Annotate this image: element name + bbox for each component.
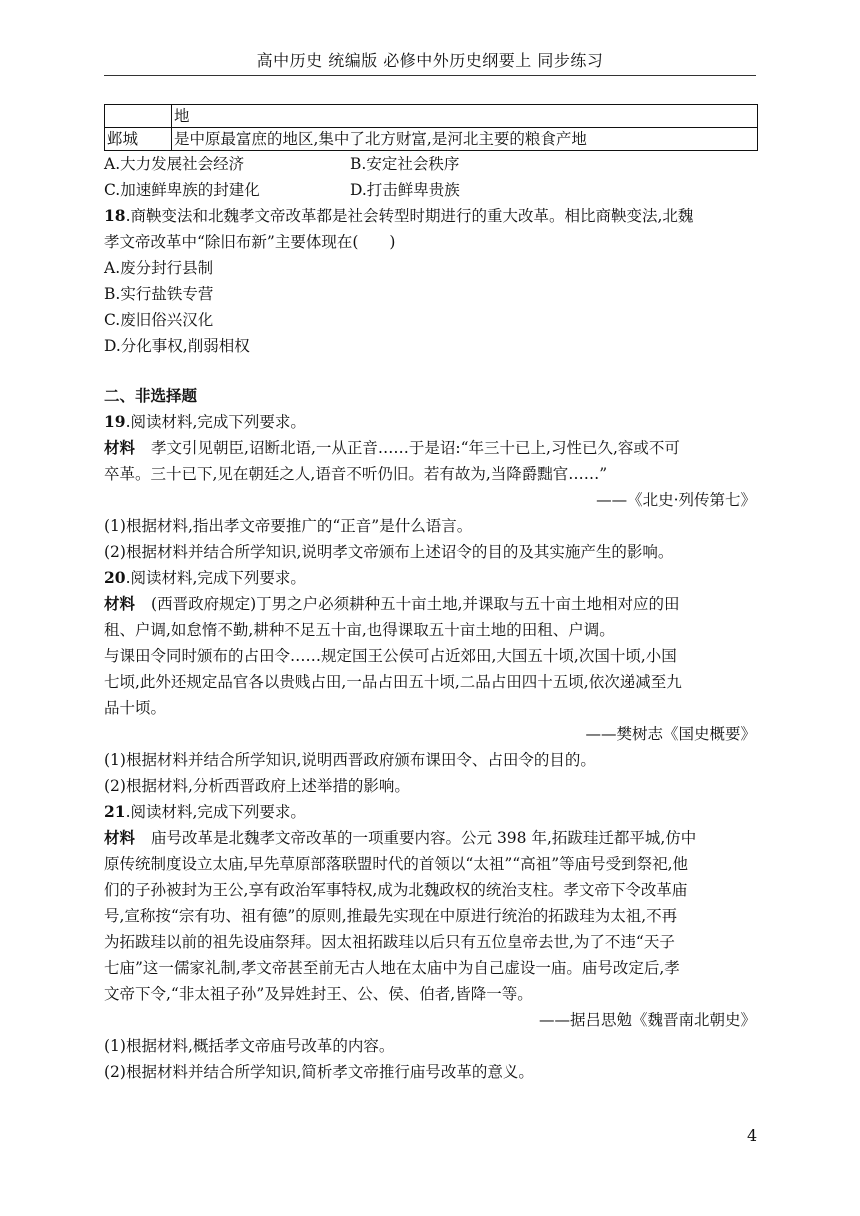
table-cell: 邺城 <box>105 128 172 151</box>
q20-material-line: 与课田令同时颁布的占田令……规定国王公侯可占近郊田,大国五十顷,次国十顷,小国 <box>104 647 677 665</box>
q21-stem-text: .阅读材料,完成下列要求。 <box>125 803 306 821</box>
q17-option-c[interactable]: C.加速鲜卑族的封建化 <box>104 181 260 199</box>
q20-subquestion-1: (1)根据材料并结合所学知识,说明西晋政府颁布课田令、占田令的目的。 <box>104 751 596 769</box>
q21-number: 21 <box>104 802 126 821</box>
q21-material-line: 原传统制度设立太庙,早先草原部落联盟时代的首领以“太祖”“高祖”等庙号受到祭祀,他 <box>104 855 689 873</box>
section-heading: 二、非选择题 <box>104 386 198 405</box>
q17-options-row-2 <box>104 177 756 203</box>
q21-material-line <box>104 825 756 851</box>
q17-option-b[interactable]: B.安定社会秩序 <box>350 155 460 173</box>
q21-material-line: 文帝下令,“非太祖子孙”及异姓封王、公、侯、伯者,皆降一等。 <box>104 985 533 1003</box>
content <box>104 104 756 1085</box>
q19-number: 19 <box>104 412 126 431</box>
q20-source: ——樊树志《国史概要》 <box>585 725 756 743</box>
q17-option-d[interactable]: D.打击鲜卑贵族 <box>350 181 460 199</box>
material-label: 材料 <box>104 828 136 847</box>
q19-stem-text: .阅读材料,完成下列要求。 <box>125 413 306 431</box>
table-cell: 地 <box>172 105 758 128</box>
q19-material-text: 孝文引见朝臣,诏断北语,一从正音……于是诏:“年三十已上,习性已久,容或不可 <box>151 439 680 457</box>
q17-options-row-1 <box>104 151 756 177</box>
q21-material-line: 七庙”这一儒家礼制,孝文帝甚至前无古人地在太庙中为自己虚设一庙。庙号改定后,孝 <box>104 959 680 977</box>
q18-option-b[interactable]: B.实行盐铁专营 <box>104 285 214 303</box>
q20-material-line <box>104 591 756 617</box>
q19-stem <box>104 409 756 435</box>
q21-material-text: 庙号改革是北魏孝文帝改革的一项重要内容。公元 398 年,拓跋珪迁都平城,仿中 <box>151 829 697 847</box>
q18-option-d[interactable]: D.分化事权,削弱相权 <box>104 337 250 355</box>
q21-material-line: 为拓跋珪以前的祖先设庙祭拜。因太祖拓跋珪以后只有五位皇帝去世,为了不违“天子 <box>104 933 675 951</box>
q20-number: 20 <box>104 568 126 587</box>
q18-number: 18 <box>104 206 126 225</box>
q18-option-c[interactable]: C.废旧俗兴汉化 <box>104 311 214 329</box>
q20-material-line: 租、户调,如怠惰不勤,耕种不足五十亩,也得课取五十亩土地的田租、户调。 <box>104 621 615 639</box>
q21-stem <box>104 799 756 825</box>
q20-subquestion-2: (2)根据材料,分析西晋政府上述举措的影响。 <box>104 777 410 795</box>
q18-stem <box>104 203 756 229</box>
material-label: 材料 <box>104 594 136 613</box>
q20-material-line: 七顷,此外还规定品官各以贵贱占田,一品占田五十顷,二品占田四十五顷,依次递减至九 <box>104 673 682 691</box>
q19-source: ——《北史·列传第七》 <box>596 491 756 509</box>
q18-stem-text: .商鞅变法和北魏孝文帝改革都是社会转型时期进行的重大改革。相比商鞅变法,北魏 <box>125 207 694 225</box>
q21-subquestion-2: (2)根据材料并结合所学知识,简析孝文帝推行庙号改革的意义。 <box>104 1063 534 1081</box>
q20-material-text: (西晋政府规定)丁男之户必须耕种五十亩土地,并课取与五十亩土地相对应的田 <box>151 595 680 613</box>
q21-source: ——据吕思勉《魏晋南北朝史》 <box>538 1011 756 1029</box>
table-row <box>105 105 758 128</box>
q21-subquestion-1: (1)根据材料,概括孝文帝庙号改革的内容。 <box>104 1037 395 1055</box>
q19-material-line: 卒革。三十已下,见在朝廷之人,语音不听仍旧。若有故为,当降爵黜官……” <box>104 465 608 483</box>
q18-stem-line2: 孝文帝改革中“除旧布新”主要体现在( ) <box>104 233 396 251</box>
q20-material-line: 品十顷。 <box>104 699 167 717</box>
q19-material-line <box>104 435 756 461</box>
q21-material-line: 号,宣称按“宗有功、祖有德”的原则,推最先实现在中原进行统治的拓跋珪为太祖,不再 <box>104 907 678 925</box>
q20-stem <box>104 565 756 591</box>
q19-subquestion-1: (1)根据材料,指出孝文帝要推广的“正音”是什么语言。 <box>104 517 473 535</box>
q17-option-a[interactable]: A.大力发展社会经济 <box>104 155 245 173</box>
material-label: 材料 <box>104 438 136 457</box>
q20-stem-text: .阅读材料,完成下列要求。 <box>125 569 306 587</box>
page-header: 高中历史 统编版 必修中外历史纲要上 同步练习 <box>104 48 756 76</box>
q21-material-line: 们的子孙被封为王公,享有政治军事特权,成为北魏政权的统治支柱。孝文帝下令改革庙 <box>104 881 688 899</box>
table-cell: 是中原最富庶的地区,集中了北方财富,是河北主要的粮食产地 <box>172 128 758 151</box>
page-number: 4 <box>747 1126 758 1145</box>
q18-option-a[interactable]: A.废分封行县制 <box>104 259 214 277</box>
table-row <box>105 128 758 151</box>
q19-subquestion-2: (2)根据材料并结合所学知识,说明孝文帝颁布上述诏令的目的及其实施产生的影响。 <box>104 543 674 561</box>
region-table <box>104 104 758 151</box>
table-cell <box>105 105 172 128</box>
